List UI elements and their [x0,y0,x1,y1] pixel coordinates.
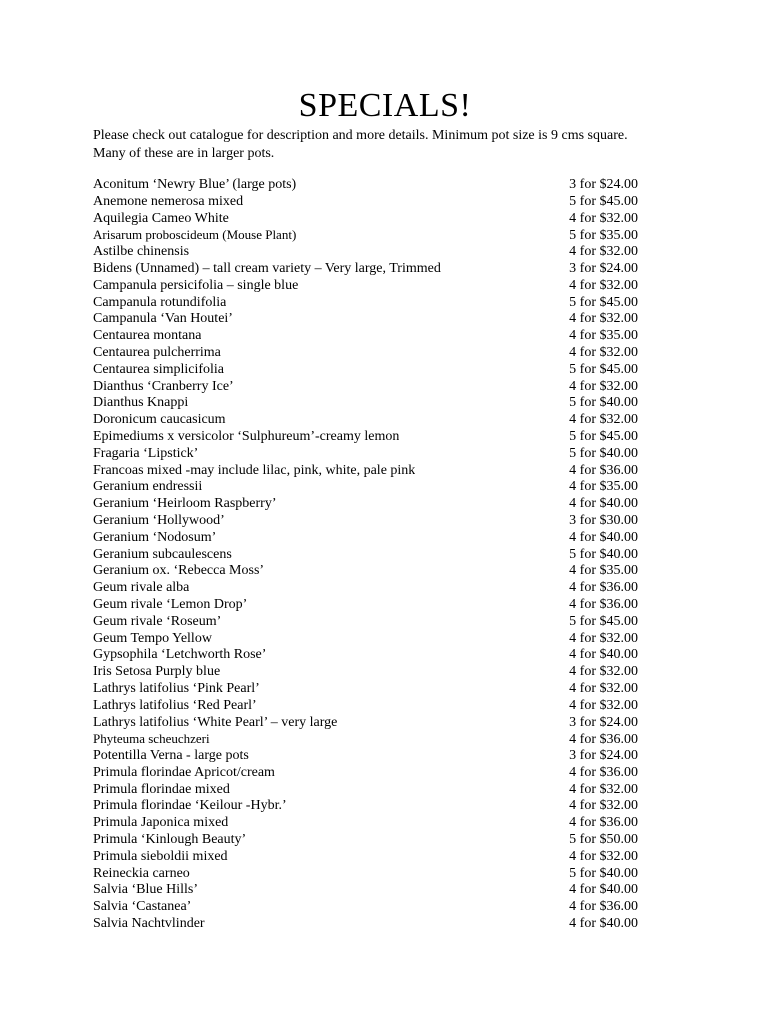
plant-name: Campanula ‘Van Houtei’ [93,311,233,327]
plant-name: Lathrys latifolius ‘Red Pearl’ [93,697,257,713]
plant-name: Campanula persicifolia – single blue [93,277,299,293]
plant-name: Reineckia carneo [93,865,190,881]
list-item [93,715,638,732]
plant-price: 5 for $45.00 [569,193,638,209]
list-item [93,295,638,312]
plant-price: 4 for $36.00 [569,899,638,915]
list-item [93,614,638,631]
list-item [93,597,638,614]
list-item [93,261,638,278]
plant-name: Primula florindae mixed [93,781,230,797]
plant-name: Geranium ‘Hollywood’ [93,512,225,528]
list-item [93,547,638,564]
list-item [93,311,638,328]
list-item [93,899,638,916]
plant-price: 4 for $32.00 [569,210,638,226]
list-item [93,395,638,412]
plant-price: 5 for $35.00 [569,228,638,244]
list-item [93,832,638,849]
plant-price: 5 for $45.00 [569,428,638,444]
plant-price: 4 for $32.00 [569,277,638,293]
list-item [93,328,638,345]
plant-name: Phyteuma scheuchzeri [93,731,210,747]
plant-price: 4 for $32.00 [569,344,638,360]
plant-price: 4 for $40.00 [569,529,638,545]
list-item [93,496,638,513]
list-item [93,244,638,261]
plant-name: Centaurea simplicifolia [93,361,225,377]
plant-price: 4 for $36.00 [569,596,638,612]
plant-price: 5 for $45.00 [569,294,638,310]
plant-name: Geranium endressii [93,479,203,495]
plant-name: Bidens (Unnamed) – tall cream variety – Very large, Trimmed [93,260,441,276]
plant-price: 4 for $32.00 [569,798,638,814]
plant-name: Primula Japonica mixed [93,815,229,831]
plant-name: Geum rivale alba [93,580,190,596]
plant-price: 4 for $32.00 [569,244,638,260]
plant-name: Doronicum caucasicum [93,412,226,428]
plant-name: Salvia Nachtvlinder [93,916,205,932]
plant-name: Salvia ‘Blue Hills’ [93,882,198,898]
plant-price: 5 for $40.00 [569,395,638,411]
plant-name: Gypsophila ‘Letchworth Rose’ [93,647,267,663]
plant-price: 4 for $32.00 [569,697,638,713]
list-item [93,479,638,496]
plant-price: 4 for $35.00 [569,479,638,495]
list-item [93,227,638,244]
list-item [93,463,638,480]
plant-name: Campanula rotundifolia [93,294,227,310]
plant-name: Centaurea pulcherrima [93,344,221,360]
plant-price: 4 for $32.00 [569,311,638,327]
plant-name: Aconitum ‘Newry Blue’ (large pots) [93,177,297,192]
list-item [93,278,638,295]
plant-price: 5 for $45.00 [569,613,638,629]
plant-name: Primula florindae ‘Keilour -Hybr.’ [93,798,287,814]
list-item [93,211,638,228]
plant-name: Primula florindae Apricot/cream [93,764,275,780]
plant-price: 4 for $40.00 [569,647,638,663]
plant-name: Lathrys latifolius ‘White Pearl’ – very large [93,714,338,730]
plant-name: Centaurea montana [93,328,202,344]
page-title: SPECIALS! [298,87,472,124]
list-item [93,412,638,429]
plant-price: 4 for $32.00 [569,848,638,864]
plant-price: 4 for $32.00 [569,378,638,394]
plant-price: 5 for $40.00 [569,445,638,461]
list-item [93,681,638,698]
plant-price: 3 for $24.00 [569,260,638,276]
plant-name: Primula sieboldii mixed [93,848,228,864]
list-item [93,530,638,547]
plant-name: Aquilegia Cameo White [93,210,229,226]
plant-price: 4 for $40.00 [569,882,638,898]
plant-price: 4 for $35.00 [569,328,638,344]
list-item [93,177,638,194]
plant-name: Astilbe chinensis [93,244,190,260]
plant-name: Epimediums x versicolor ‘Sulphureum’-creamy lemon [93,428,400,444]
plant-price: 4 for $40.00 [569,916,638,932]
plant-name: Geranium ‘Heirloom Raspberry’ [93,496,277,512]
list-item [93,849,638,866]
plant-price: 3 for $24.00 [569,748,638,764]
list-item [93,916,638,933]
plant-name: Geranium subcaulescens [93,546,232,562]
plant-price: 3 for $24.00 [569,177,638,192]
list-item [93,580,638,597]
plant-price: 4 for $35.00 [569,563,638,579]
list-item [93,882,638,899]
plant-name: Salvia ‘Castanea’ [93,899,192,915]
list-item [93,698,638,715]
plant-price: 3 for $24.00 [569,714,638,730]
plant-price: 5 for $45.00 [569,361,638,377]
plant-price: 4 for $36.00 [569,732,638,748]
plant-price: 3 for $30.00 [569,512,638,528]
plant-name: Arisarum proboscideum (Mouse Plant) [93,227,297,243]
list-item [93,765,638,782]
plant-price: 4 for $40.00 [569,496,638,512]
plant-name: Geum rivale ‘Lemon Drop’ [93,596,248,612]
plant-price: 4 for $36.00 [569,764,638,780]
plant-price: 5 for $40.00 [569,546,638,562]
plant-name: Potentilla Verna - large pots [93,748,249,764]
plant-price: 4 for $32.00 [569,412,638,428]
plant-price: 4 for $36.00 [569,815,638,831]
plant-price: 4 for $32.00 [569,630,638,646]
plant-name: Lathrys latifolius ‘Pink Pearl’ [93,680,260,696]
list-item [93,782,638,799]
plant-price: 4 for $32.00 [569,680,638,696]
plant-name: Anemone nemerosa mixed [93,193,244,209]
intro-paragraph: Please check out catalogue for description and more details. Minimum pot size is 9 cms square. Many of these are in larger pots. [93,128,628,161]
plant-name: Geum Tempo Yellow [93,630,212,646]
list-item [93,446,638,463]
list-item [93,513,638,530]
plant-name: Francoas mixed -may include lilac, pink, white, pale pink [93,462,416,478]
plant-price: 5 for $40.00 [569,865,638,881]
list-item [93,815,638,832]
specials-list [93,177,638,933]
plant-price: 5 for $50.00 [569,832,638,848]
list-item [93,664,638,681]
plant-name: Geum rivale ‘Roseum’ [93,613,222,629]
plant-name: Fragaria ‘Lipstick’ [93,445,199,461]
plant-name: Geranium ‘Nodosum’ [93,529,217,545]
list-item [93,631,638,648]
list-item [93,429,638,446]
plant-name: Dianthus ‘Cranberry Ice’ [93,378,234,394]
plant-price: 4 for $36.00 [569,580,638,596]
list-item [93,345,638,362]
list-item [93,647,638,664]
list-item [93,379,638,396]
plant-name: Geranium ox. ‘Rebecca Moss’ [93,563,265,579]
plant-price: 4 for $32.00 [569,781,638,797]
list-item [93,563,638,580]
plant-price: 4 for $36.00 [569,462,638,478]
list-item [93,866,638,883]
list-item [93,362,638,379]
plant-name: Dianthus Knappi [93,395,189,411]
list-item [93,798,638,815]
list-item [93,194,638,211]
plant-name: Primula ‘Kinlough Beauty’ [93,832,247,848]
plant-price: 4 for $32.00 [569,664,638,680]
list-item [93,731,638,748]
plant-name: Iris Setosa Purply blue [93,664,221,680]
list-item [93,748,638,765]
